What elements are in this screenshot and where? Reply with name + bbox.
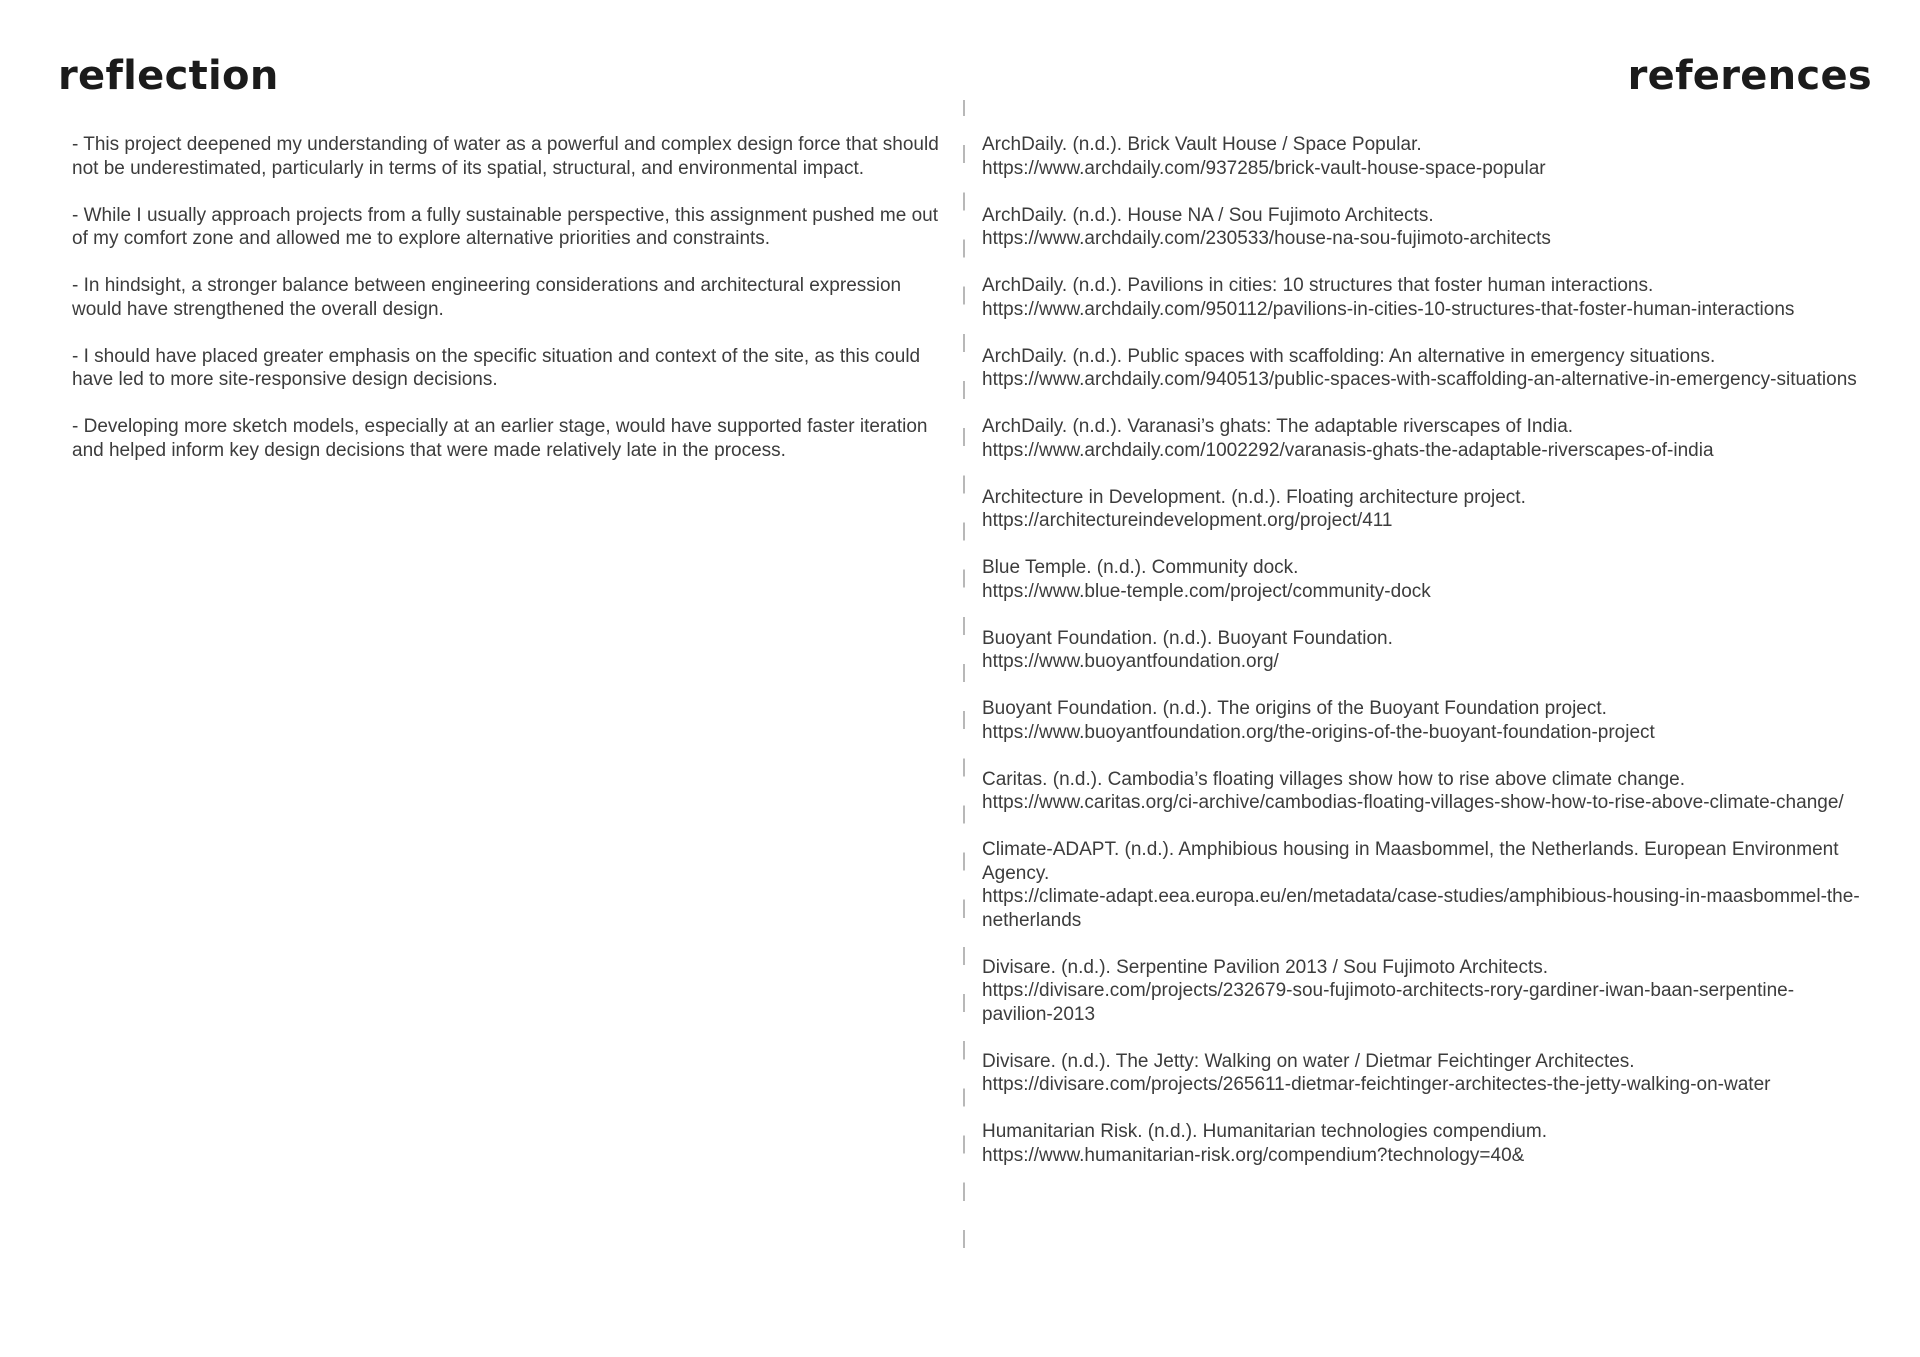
reference-url[interactable]: https://www.archdaily.com/1002292/varanasis-ghats-the-adaptable-riverscapes-of-india xyxy=(982,439,1714,461)
reference-url[interactable]: https://www.archdaily.com/937285/brick-vault-house-space-popular xyxy=(982,157,1546,179)
reflection-paragraph: - While I usually approach projects from a fully sustainable perspective, this assignment pushed me out of my comfort zone and allowed me to explore alternative priorities and constraints. xyxy=(72,204,944,249)
reference-citation: Buoyant Foundation. (n.d.). The origins of the Buoyant Foundation project. xyxy=(982,698,1607,719)
reference-entry xyxy=(982,1120,1862,1167)
references-column xyxy=(982,133,1862,1191)
reference-entry xyxy=(982,556,1862,603)
reference-entry xyxy=(982,768,1862,815)
reference-citation: Divisare. (n.d.). Serpentine Pavilion 2013 / Sou Fujimoto Architects. xyxy=(982,956,1549,978)
reflection-paragraph: - This project deepened my understanding of water as a powerful and complex design force that should not be underestimated, particularly in terms of its spatial, structural, and environmental impact. xyxy=(72,134,945,179)
reference-url[interactable]: https://www.humanitarian-risk.org/compendium?technology=40& xyxy=(982,1144,1525,1166)
reflection-heading: reflection xyxy=(58,53,279,99)
reference-url[interactable]: https://www.caritas.org/ci-archive/cambodias-floating-villages-show-how-to-rise-above-climate-change/ xyxy=(982,792,1844,813)
reference-citation: Buoyant Foundation. (n.d.). Buoyant Foundation. xyxy=(982,627,1393,649)
reference-citation: ArchDaily. (n.d.). House NA / Sou Fujimoto Architects. xyxy=(982,204,1434,226)
reference-entry xyxy=(982,204,1862,251)
reference-citation: Blue Temple. (n.d.). Community dock. xyxy=(982,557,1299,578)
reference-url[interactable]: https://architectureindevelopment.org/project/411 xyxy=(982,510,1393,531)
reference-citation: ArchDaily. (n.d.). Varanasi’s ghats: The adaptable riverscapes of India. xyxy=(982,416,1574,437)
reference-citation: ArchDaily. (n.d.). Pavilions in cities: 10 structures that foster human interactions. xyxy=(982,275,1654,296)
reference-citation: Divisare. (n.d.). The Jetty: Walking on water / Dietmar Feichtinger Architectes. xyxy=(982,1050,1635,1072)
reference-url[interactable]: https://www.archdaily.com/940513/public-spaces-with-scaffolding-an-alternative-in-emergency-situations xyxy=(982,369,1857,390)
reference-entry xyxy=(982,133,1862,180)
reflection-column xyxy=(72,133,952,486)
reference-entry xyxy=(982,486,1862,533)
reflection-paragraph: - In hindsight, a stronger balance between engineering considerations and architectural expression would have strengthened the overall design. xyxy=(72,275,907,320)
reference-url[interactable]: https://divisare.com/projects/232679-sou-fujimoto-architects-rory-gardiner-iwan-baan-serpentine-pavilion-2013 xyxy=(982,980,1795,1025)
reference-url[interactable]: https://www.archdaily.com/230533/house-na-sou-fujimoto-architects xyxy=(982,228,1551,249)
reference-url[interactable]: https://www.buoyantfoundation.org/ xyxy=(982,651,1279,672)
reference-entry xyxy=(982,838,1862,932)
reference-url[interactable]: https://divisare.com/projects/265611-dietmar-feichtinger-architectes-the-jetty-walking-on-water xyxy=(982,1074,1771,1095)
reflection-paragraph: - I should have placed greater emphasis on the specific situation and context of the site, as this could have led to more site-responsive design decisions. xyxy=(72,345,926,390)
reference-citation: ArchDaily. (n.d.). Public spaces with scaffolding: An alternative in emergency situations. xyxy=(982,345,1716,367)
reference-url[interactable]: https://www.blue-temple.com/project/community-dock xyxy=(982,580,1431,602)
reference-citation: Humanitarian Risk. (n.d.). Humanitarian technologies compendium. xyxy=(982,1121,1547,1142)
reference-entry xyxy=(982,415,1862,462)
reference-citation: ArchDaily. (n.d.). Brick Vault House / Space Popular. xyxy=(982,134,1422,155)
reference-entry xyxy=(982,697,1862,744)
reference-citation: Architecture in Development. (n.d.). Floating architecture project. xyxy=(982,486,1526,508)
reference-url[interactable]: https://climate-adapt.eea.europa.eu/en/metadata/case-studies/amphibious-housing-in-maasbommel-the-netherlands xyxy=(982,886,1860,931)
column-divider xyxy=(963,100,965,1265)
references-heading: references xyxy=(1627,53,1872,99)
reference-entry xyxy=(982,627,1862,674)
reference-citation: Caritas. (n.d.). Cambodia’s floating villages show how to rise above climate change. xyxy=(982,768,1685,790)
reference-url[interactable]: https://www.archdaily.com/950112/pavilions-in-cities-10-structures-that-foster-human-interactions xyxy=(982,298,1795,320)
reference-url[interactable]: https://www.buoyantfoundation.org/the-origins-of-the-buoyant-foundation-project xyxy=(982,721,1655,743)
reference-entry xyxy=(982,274,1862,321)
reference-entry xyxy=(982,1050,1862,1097)
reference-citation: Climate-ADAPT. (n.d.). Amphibious housing in Maasbommel, the Netherlands. European Environment Agency. xyxy=(982,839,1839,884)
reference-entry xyxy=(982,956,1862,1027)
reference-entry xyxy=(982,345,1862,392)
reflection-paragraph: - Developing more sketch models, especially at an earlier stage, would have supported faster iteration and helped inform key design decisions that were made relatively late in the process. xyxy=(72,416,933,461)
